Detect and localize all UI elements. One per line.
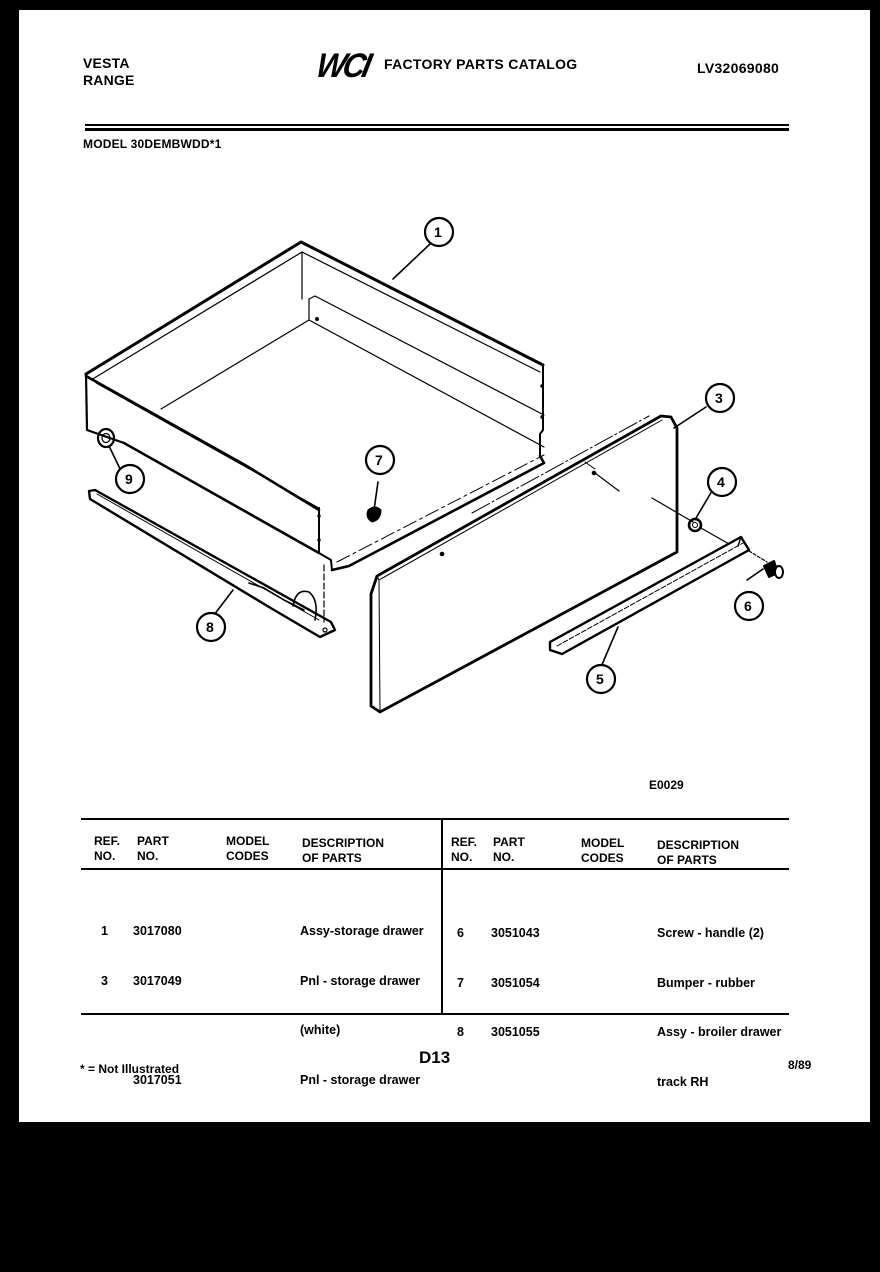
table-rule-top [81,818,789,820]
left-part-column [133,890,182,1270]
svg-text:9: 9 [125,471,133,487]
handle-spacer-drawing [689,519,729,544]
table-cell [101,1022,122,1039]
table-cell: 1 [101,924,108,938]
brand-name: VESTA [83,55,130,71]
leader-lines [109,244,763,667]
header-ref-no: REF. NO. [94,834,121,863]
table-cell: 3051056 [491,1124,540,1138]
table-cell: Assy - broiler drawer [657,1124,782,1138]
header-description: DESCRIPTION OF PARTS [302,836,385,865]
catalog-title: FACTORY PARTS CATALOG [384,56,578,72]
table-cell: 4 [101,1171,108,1186]
table-cell: Assy-storage drawer [300,924,424,938]
callout-5 [587,665,615,693]
right-ref-column [457,892,478,1272]
model-number: MODEL 30DEMBWDD*1 [83,137,222,151]
table-cell: Handle - oven door [300,1221,414,1235]
callout-6 [735,592,763,620]
table-cell: 3017051 [133,1072,182,1087]
header-part-no: PART NO. [137,834,169,863]
page-number: D13 [419,1048,451,1067]
callout-7 [366,446,394,474]
header-ref-no-right: REF. NO. [451,835,478,864]
callout-1 [425,218,453,246]
svg-text:4: 4 [717,474,725,490]
right-part-column [491,892,540,1272]
header-description-right: DESCRIPTION OF PARTS [657,838,740,867]
svg-text:6: 6 [744,598,752,614]
left-ref-column [101,890,122,1270]
revision-date: 8/89 [788,1058,812,1072]
header-model-codes-right: MODEL CODES [581,836,625,865]
left-description-column [300,890,424,1270]
diagram-code: E0029 [649,778,684,792]
table-cell: track RH [657,1074,709,1089]
table-cell [457,1173,478,1190]
table-cell: 9 [457,1223,464,1237]
table-cell: 8 [457,1025,464,1039]
callout-8 [197,613,225,641]
table-cell [133,1121,182,1138]
table-cell: 6 [457,926,464,940]
svg-text:3: 3 [715,390,723,406]
table-divider [441,818,443,1015]
table-cell: 3009313 [133,1221,182,1235]
callout-9 [116,465,144,493]
svg-text:5: 5 [596,671,604,687]
table-cell: Pnl - storage drawer [300,973,421,988]
table-cell [491,1074,540,1091]
table-rule-header [81,868,789,870]
table-cell [457,1074,478,1091]
table-cell: (white) [300,1023,341,1037]
table-cell [101,1121,122,1138]
table-cell: 3051054 [491,975,540,990]
storage-drawer-drawing [86,242,544,622]
table-cell: 3017080 [133,924,182,938]
svg-text:8: 8 [206,619,214,635]
table-cell: track LH [657,1173,708,1188]
table-cell: 7 [457,975,464,990]
table-cell [491,1173,540,1190]
table-cell: 3 [101,973,108,988]
oven-door-handle-drawing [550,537,749,654]
table-cell: Assy - broiler drawer [657,1025,782,1039]
table-cell: 3017049 [133,973,182,988]
not-illustrated-note: * = Not Illustrated [80,1062,180,1076]
table-cell: Bumper - rubber [657,975,755,990]
product-type: RANGE [83,72,135,88]
table-cell: Pnl - storage drawer [300,1072,421,1087]
handle-screw-drawing [749,551,783,578]
svg-text:1: 1 [434,224,442,240]
table-cell [457,1123,478,1140]
table-cell: 5 [101,1221,108,1235]
table-cell [133,1022,182,1039]
table-cell: Screw - handle (2) [657,926,764,940]
table-cell: 3051055 [491,1025,540,1039]
catalog-page [19,10,870,1237]
table-cell: Roller - nylon (2) [657,1223,756,1237]
header-part-no-right: PART NO. [493,835,525,864]
table-cell: (almd) [300,1122,338,1136]
table-cell: 3051057 [491,1223,540,1237]
table-cell: Spacer - handle (2) [300,1171,412,1186]
exploded-diagram [19,10,870,810]
right-description-column [657,892,781,1272]
table-cell: 3051043 [491,926,540,940]
catalog-id: LV32069080 [697,60,780,76]
table-cell: 3051041 [133,1171,182,1186]
callout-4 [708,468,736,496]
drawer-panel-drawing [371,416,693,712]
wci-logo: WCI [313,46,373,85]
header-model-codes: MODEL CODES [226,834,270,863]
callout-3 [706,384,734,412]
svg-text:7: 7 [375,452,383,468]
